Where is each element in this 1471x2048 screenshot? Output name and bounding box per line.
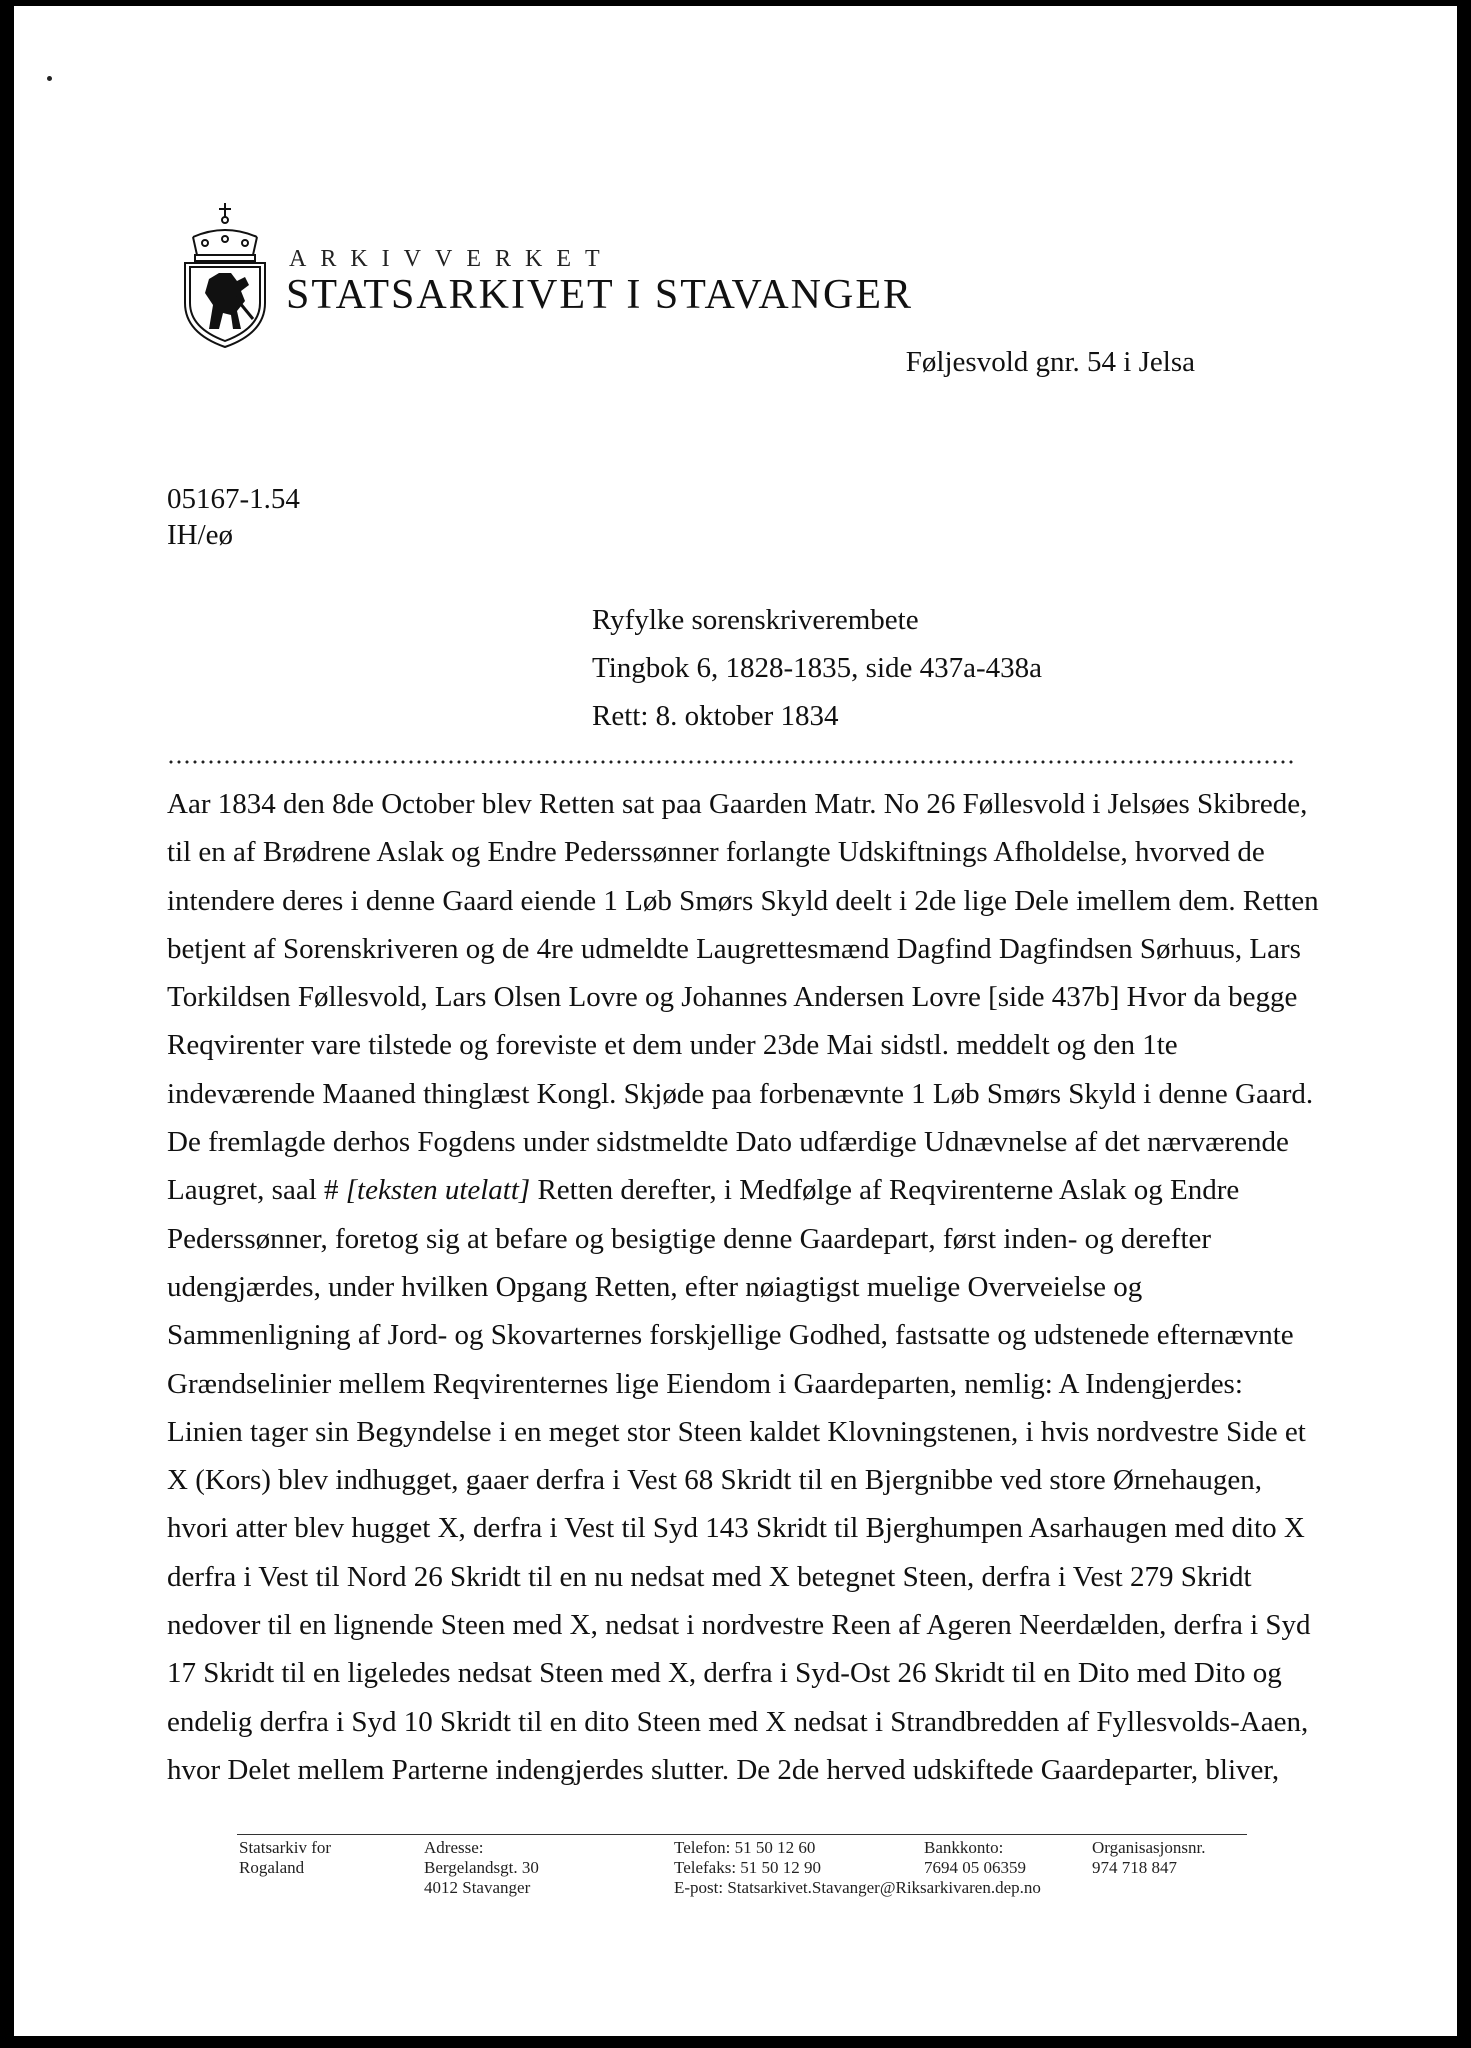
footer-bank-label: Bankkonto: bbox=[924, 1838, 1004, 1857]
transcription-body bbox=[167, 780, 1319, 1794]
footer-organization bbox=[239, 1838, 331, 1878]
document-page bbox=[14, 6, 1457, 2036]
body-line: Reqvirenter vare tilstede og foreviste et dem under 23de Mai sidstl. meddelt og den 1te bbox=[167, 1029, 1178, 1062]
reference-block bbox=[167, 481, 300, 553]
footer-divider bbox=[237, 1834, 1247, 1835]
body-line: til en af Brødrene Aslak og Endre Pederssønner forlangte Udskiftnings Afholdelse, hvorved de bbox=[167, 836, 1265, 869]
footer-phone: Telefon: 51 50 12 60 bbox=[674, 1838, 816, 1857]
body-line: Linien tager sin Begyndelse i en meget stor Steen kaldet Klovningstenen, i hvis nordvestre Side et bbox=[167, 1415, 1306, 1448]
body-line: intendere deres i denne Gaard eiende 1 Løb Smørs Skyld deelt i 2de lige Dele imellem dem. Retten bbox=[167, 884, 1319, 917]
footer-bank bbox=[924, 1838, 1026, 1878]
body-text-segment: Retten derefter, i Medfølge af Reqvirenterne Aslak og Endre bbox=[530, 1174, 1240, 1207]
source-court-date: Rett: 8. oktober 1834 bbox=[592, 700, 839, 732]
body-line: hvor Delet mellem Parterne indengjerdes slutter. De 2de herved udskiftede Gaardeparter, bliver, bbox=[167, 1753, 1280, 1786]
reference-initials: IH/eø bbox=[167, 519, 234, 551]
footer-address-line: Bergelandsgt. 30 bbox=[424, 1858, 539, 1877]
body-line: hvori atter blev hugget X, derfra i Vest til Syd 143 Skridt til Bjerghumpen Asarhaugen med dito X bbox=[167, 1512, 1305, 1545]
omission-note: [teksten utelatt] bbox=[345, 1174, 531, 1207]
source-office: Ryfylke sorenskriverembete bbox=[592, 604, 919, 636]
footer-email: E-post: Statsarkivet.Stavanger@Riksarkivaren.dep.no bbox=[674, 1878, 1041, 1897]
body-line: De fremlagde derhos Fogdens under sidstmeldte Dato udfærdige Udnævnelse af det nærværende bbox=[167, 1126, 1289, 1159]
body-line: Grændselinier mellem Reqvirenternes lige Eiendom i Gaardeparten, nemlig: A Indengjerdes: bbox=[167, 1367, 1243, 1400]
body-line: indeværende Maaned thinglæst Kongl. Skjøde paa forbenævnte 1 Løb Smørs Skyld i denne Gaard. bbox=[167, 1077, 1314, 1110]
body-line: Sammenligning af Jord- og Skovarternes forskjellige Godhed, fastsatte og udstenede efternævnte bbox=[167, 1319, 1294, 1352]
body-line: Pederssønner, foretog sig at befare og besigtige denne Gaardepart, først inden- og derefter bbox=[167, 1222, 1212, 1255]
body-line: nedover til en lignende Steen med X, nedsat i nordvestre Reen af Ageren Neerdælden, derfra i Syd bbox=[167, 1609, 1311, 1642]
coat-of-arms-logo bbox=[175, 201, 275, 349]
body-line: X (Kors) blev indhugget, gaaer derfra i Vest 68 Skridt til en Bjergnibbe ved store Ørnehaugen, bbox=[167, 1464, 1263, 1497]
agency-name: ARKIVVERKET bbox=[289, 246, 614, 272]
footer-address bbox=[424, 1838, 539, 1898]
body-line bbox=[167, 1166, 1307, 1214]
archive-name: STATSARKIVET I STAVANGER bbox=[286, 272, 914, 318]
footer-org-number-label: Organisasjonsnr. bbox=[1092, 1838, 1206, 1857]
body-text-segment: Laugret, saal # bbox=[167, 1174, 346, 1207]
norwegian-coat-of-arms-icon bbox=[175, 201, 275, 349]
document-subject: Føljesvold gnr. 54 i Jelsa bbox=[905, 346, 1195, 378]
footer-bank-number: 7694 05 06359 bbox=[924, 1858, 1026, 1877]
footer-org-line: Rogaland bbox=[239, 1858, 305, 1877]
footer-fax: Telefaks: 51 50 12 90 bbox=[674, 1858, 822, 1877]
source-block bbox=[592, 596, 1042, 740]
body-line: udengjærdes, under hvilken Opgang Retten, efter nøiagtigst muelige Overveielse og bbox=[167, 1270, 1143, 1303]
body-line: Aar 1834 den 8de October blev Retten sat paa Gaarden Matr. No 26 Føllesvold i Jelsøes Skibrede, bbox=[167, 788, 1308, 820]
footer-org-number bbox=[1092, 1838, 1206, 1878]
dotted-separator bbox=[167, 760, 1297, 764]
footer-org-number-value: 974 718 847 bbox=[1092, 1858, 1177, 1877]
footer-address-label: Adresse: bbox=[424, 1838, 484, 1857]
body-line: Torkildsen Føllesvold, Lars Olsen Lovre og Johannes Andersen Lovre [side 437b] Hvor da begge bbox=[167, 981, 1298, 1014]
scan-speck bbox=[47, 76, 52, 81]
source-book: Tingbok 6, 1828-1835, side 437a-438a bbox=[592, 652, 1043, 684]
body-line: derfra i Vest til Nord 26 Skridt til en nu nedsat med X betegnet Steen, derfra i Vest 279 Skridt bbox=[167, 1560, 1252, 1593]
body-line: betjent af Sorenskriveren og de 4re udmeldte Laugrettesmænd Dagfind Dagfindsen Sørhuus, Lars bbox=[167, 932, 1301, 965]
body-line: 17 Skridt til en ligeledes nedsat Steen med X, derfra i Syd-Ost 26 Skridt til en Dito med Dito og bbox=[167, 1657, 1282, 1690]
body-line: endelig derfra i Syd 10 Skridt til en dito Steen med X nedsat i Strandbredden af Fyllesvolds-Aaen, bbox=[167, 1705, 1309, 1738]
footer-address-line: 4012 Stavanger bbox=[424, 1878, 531, 1897]
reference-number: 05167-1.54 bbox=[167, 483, 300, 515]
footer-org-line: Statsarkiv for bbox=[239, 1838, 332, 1857]
